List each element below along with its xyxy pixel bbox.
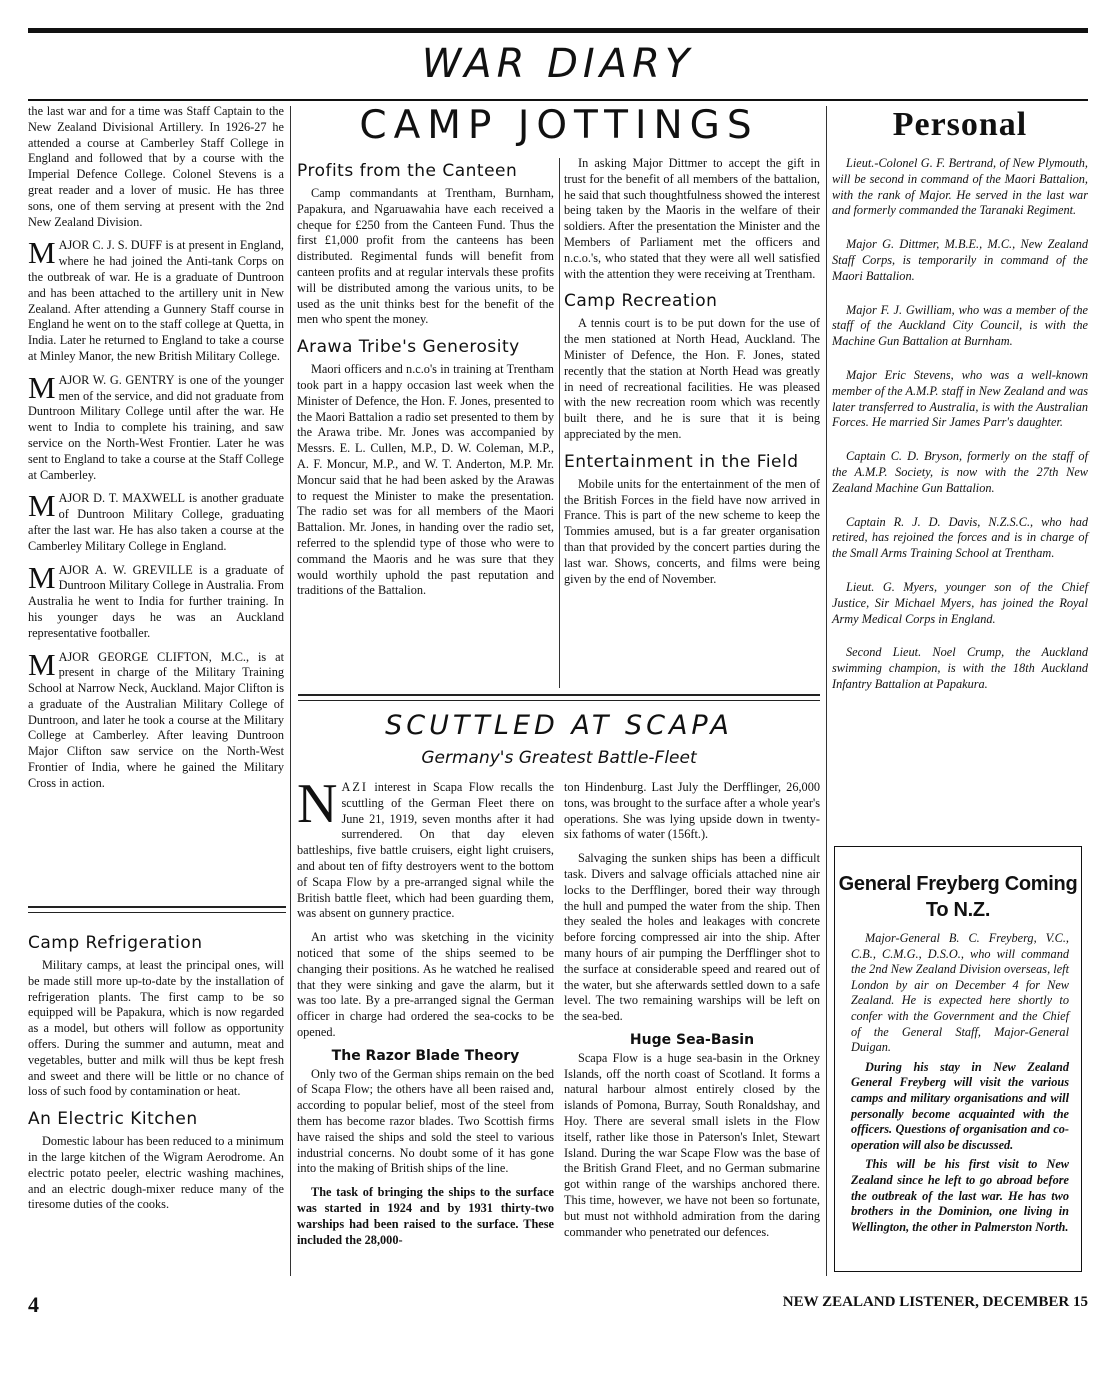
column-rule-2 [559, 158, 560, 688]
freyberg-title-line-2: To N.Z. [925, 899, 991, 921]
freyberg-paragraph-1: Major-General B. C. Freyberg, V.C., C.B., C.M.G., D.S.O., who will command the 2nd New Zealand Division overseas, left London by air on December 4 for New Zealand. He is expected here shortly to confer with the Government and the Chief of the General Staff, Major-General Duigan. [851, 931, 1069, 1055]
recreation-heading: Camp Recreation [564, 291, 718, 312]
personal-column [832, 156, 1088, 711]
publication-line: NEW ZEALAND LISTENER, DECEMBER 15 [782, 1294, 1088, 1310]
column-rule-1 [290, 106, 291, 1276]
entertainment-heading: Entertainment in the Field [564, 451, 799, 472]
freyberg-paragraph-2: During his stay in New Zealand General Freyberg will visit the various camps and military organisations and will personally become acquainted with the officers. Questions of organisation and co-operation will also be discussed. [851, 1059, 1069, 1152]
profits-heading: Profits from the Canteen [297, 161, 518, 181]
freyberg-box [834, 846, 1082, 1272]
scapa-raising-paragraph: The task of bringing the ships to the surface was started in 1924 and by 1931 thirty-two warships had been raised to the surface. These included the 28,000- [297, 1185, 554, 1247]
duff-paragraph: MAJOR C. J. S. DUFF is at present in England, where he had joined the Anti-tank Corps on the outbreak of war. He is a graduate of Duntroon and has been attached to the artillery unit in New Zealand. After attending a Gunnery Staff course in England he went on to the staff college at Quetta, in India. Later he returned to England to take a course at Minley Manor, the new British Military College. [28, 235, 284, 363]
scapa-divider [298, 694, 820, 701]
scapa-lead-paragraph: NAZI interest in Scapa Flow recalls the scuttling of the German Fleet there on June 21, 1919, seven months after it had surrendered. On that day eleven battleships, five battle cruisers, eight light cruisers, and about ten of fifty destroyers went to the bottom of Scapa Flow by a pre-arranged signal while the British battle fleet, which had been guarding them, was absent on gunnery practice. [297, 773, 554, 921]
maxwell-paragraph: MAJOR D. T. MAXWELL is another graduate of Duntroon Military College, graduating after the last war. He has also taken a course at the Camberley Military College in England. [28, 488, 284, 553]
camp-jottings-title: CAMP JOTTINGS [359, 103, 759, 148]
freyberg-title-line-1: General Freyberg Coming [838, 873, 1078, 895]
scapa-razor-paragraph: Only two of the German ships remain on the bed of Scapa Flow; the others have all been raised and, according to popular belief, most of the steel from them has become razor blades. Two Scottish firms have raised the ships and sold the steel to various industrial concerns. No doubt some of it has gone into the making of British ships of the line. [297, 1066, 554, 1176]
electric-kitchen-paragraph: Domestic labour has been reduced to a minimum in the large kitchen of the Wigram Aerodrome. An electric potato peeler, electric washing machines, and an electric dough-mixer reduce many of the tiresome duties of the cooks. [28, 1134, 284, 1212]
freyberg-body [835, 923, 1081, 1235]
scapa-hindenburg-paragraph: ton Hindenburg. Last July the Derfflinger, 26,000 tons, was brought to the surface after a whole year's operations. She was lying upside down in twenty-six fathoms of water (156ft.). [564, 780, 820, 842]
personal-item: Major G. Dittmer, M.B.E., M.C., New Zealand Staff Corps, is temporarily in command of the Maori Battalion. [832, 237, 1088, 283]
freyberg-paragraph-3: This will be his first visit to New Zealand since he left to go abroad before the outbreak of the last war. He has two brothers in the Dominion, one living in Wellington, the other in Palmerston North. [851, 1157, 1069, 1234]
personal-item: Captain C. D. Bryson, formerly on the staff of the A.M.P. Society, is now with the 27th New Zealand Machine Gun Battalion. [832, 449, 1088, 495]
clifton-paragraph: MAJOR GEORGE CLIFTON, M.C., is at present in charge of the Military Training School at Narrow Neck, Auckland. Major Clifton is a graduate of the Australian Military College of Duntroon, and later he took a course at the Military College at Camberley. After leaving Duntroon Major Clifton saw service on the North-West Frontier of India, where he gained the Military Cross in action. [28, 646, 284, 790]
scapa-column-1 [297, 773, 554, 1256]
stevens-paragraph: the last war and for a time was Staff Captain to the New Zealand Divisional Artillery. In 1926-27 he attended a course at Camberley Staff College in England and followed that by a course with the Imperial Defence College. Colonel Stevens is a great reader and a lover of music. He has three sons, one of them serving at present with the 2nd New Zealand Division. [28, 104, 284, 229]
scapa-basin-paragraph: Scapa Flow is a huge sea-basin in the Orkney Islands, off the north coast of Scotland. It forms a natural harbour almost entirely closed by the islands of Pomona, Burray, South Ronaldshay, and Hoy. There are several small islets in the Flow itself, rather like those in Paterson's Inlet, Stewart Island. During the war Scape Flow was the base of the British Grand Fleet, and no German submarine got within range of the warships anchored there. This time, however, we have not been so fortunate, but must not withhold admiration from the daring commander who penetrated our defences. [564, 1050, 820, 1239]
scapa-artist-paragraph: An artist who was sketching in the vicinity noticed that some of the ships seemed to be changing their positions. As he watched he realised that they were sinking and gave the alarm, but it was too late. By a pre-arranged signal the German officer in charge had ordered the sea-cocks to be opened. [297, 930, 554, 1039]
profits-paragraph: Camp commandants at Trentham, Burnham, Papakura, and Ngaruawahia have each received a cheque for £250 from the Canteen Fund. Thus the first £1,000 profit from the canteens has been distributed. Regimental funds will benefit from canteen profits and at regular intervals these profits will be distributed among the various units, to be used as the unit thinks best for the benefit of the men who spent the money. [297, 186, 554, 327]
gentry-paragraph: MAJOR W. G. GENTRY is one of the younger men of the service, and did not graduate from Duntroon Military College until after the war. He went to India to complete his training, and saw service on the North-West Frontier. Later he was sent to England to take a course at the Staff College at Camberley. [28, 369, 285, 482]
personal-item: Major Eric Stevens, who was a well-known member of the A.M.P. staff in New Zealand and was later transferred to Australia, is with the Australian Forces. He married Sir James Parr's daughter. [832, 367, 1088, 430]
left-divider [28, 906, 286, 913]
page-number: 4 [28, 1292, 39, 1317]
arawa-heading: Arawa Tribe's Generosity [297, 337, 520, 358]
refrigeration-paragraph: Military camps, at least the principal ones, will be made still more up-to-date by the installation of refrigeration plants. The first camp to be so equipped will be Papakura, which is now regarded as a model, but others will follow as opportunity offers. During the summer and autumn, meat and vegetables, butter and milk will thus be kept fresh and sweet and there will be little or no chance of loss of such food by contamination or heat. [28, 958, 284, 1099]
camp-column-2 [564, 156, 820, 595]
razor-blade-heading: The Razor Blade Theory [331, 1047, 520, 1064]
scapa-salvage-paragraph: Salvaging the sunken ships has been a difficult task. Divers and salvage officials attached nine air locks to the Derfflinger, bored their way through the hull and pumped the water from the ship. Then they sealed the holes and leakages with concrete before forcing compressed air into the ship. After many hours of air pumping the Derfflinger shot to the surface at considerable speed and reared out of the water, but she afterwards settled down to a safe level. The two remaining warships will be left on the sea-bed. [564, 851, 820, 1024]
column-rule-3 [826, 106, 827, 1276]
dittmer-paragraph: In asking Major Dittmer to accept the gift in trust for the benefit of all members of the battalion, he said that such thoughtfulness showed the interest being taken by the Maoris in the welfare of their soldiers. After the presentation the Minister and the Members of Parliament met the officers and n.c.o.'s, who stated that they were all well satisfied with the attention they were receiving at Trentham. [564, 156, 820, 281]
personal-item: Lieut. G. Myers, younger son of the Chief Justice, Sir Michael Myers, has joined the Royal Army Medical Corps in England. [832, 579, 1088, 626]
personal-item: Major F. J. Gwilliam, who was a member of the staff of the Auckland City Council, is with the Machine Gun Battalion at Burnham. [832, 302, 1088, 349]
refrigeration-heading: Camp Refrigeration [28, 933, 203, 953]
entertainment-paragraph: Mobile units for the entertainment of the men of the British Forces in the field have now arrived in France. This is part of the new scheme to keep the Tommies amused, but is a far greater organisation than that provided by the concert parties during the last war. Shows, concerts, and films were being given by the end of November. [564, 476, 820, 586]
scapa-column-2 [564, 780, 820, 1248]
personal-item: Second Lieut. Noel Crump, the Auckland swimming champion, is with the 18th Auckland Infantry Battalion at Papakura. [832, 645, 1088, 691]
personal-item: Captain R. J. D. Davis, N.Z.S.C., who had retired, has rejoined the forces and is in charge of the Small Arms Training School at Trentham. [832, 514, 1088, 561]
scapa-subtitle: Germany's Greatest Battle-Fleet [421, 748, 697, 768]
electric-kitchen-heading: An Electric Kitchen [28, 1109, 198, 1130]
left-column [28, 104, 284, 800]
top-rule [28, 28, 1088, 33]
left-lower-column [28, 924, 284, 1221]
scapa-title: SCUTTLED AT SCAPA [385, 710, 733, 741]
masthead-rule [28, 99, 1088, 101]
masthead-title: WAR DIARY [421, 41, 695, 87]
recreation-paragraph: A tennis court is to be put down for the use of the men stationed at North Head, Auckland. The Minister of Defence, the Hon. F. Jones, stated recently that the station at North Head was greatly in need of recreational facilities. He was pleased with the new recreation room which was recently built there, and he is sure that it is being appreciated by the men. [564, 316, 820, 441]
camp-column-1 [297, 152, 554, 607]
personal-item: Lieut.-Colonel G. F. Bertrand, of New Plymouth, will be second in command of the Maori Battalion, with the rank of Major. He served in the last war and formerly commanded the Taranaki Regiment. [832, 156, 1088, 218]
arawa-paragraph: Maori officers and n.c.o's in training at Trentham took part in a happy occasion last week when the Minister of Defence, the Hon. F. Jones, presented to the Maori Battalion a radio set presented to them by the Arawa tribe. Mr. Jones was accompanied by Messrs. E. L. Cullen, M.P., D. W. Coleman, M.P., A. F. Moncur, M.P., and W. T. Anderton, M.P. Mr. Moncur said that he had been asked by the Arawas to request the Minister to make the presentation. The radio set was for all members of the Maori Battalion. Mr. Jones, in handing over the radio set, referred to the splendid type of those who were to command the Maoris and he was sure that they would worthily uphold the past reputation and traditions of the Battalion. [297, 362, 554, 598]
greville-paragraph: MAJOR A. W. GREVILLE is a graduate of Duntroon Military College in Australia. From Australia he went to India for further training. In his younger days he was an Auckland representative footballer. [28, 559, 284, 640]
personal-title: Personal [892, 106, 1028, 143]
sea-basin-heading: Huge Sea-Basin [629, 1031, 755, 1048]
